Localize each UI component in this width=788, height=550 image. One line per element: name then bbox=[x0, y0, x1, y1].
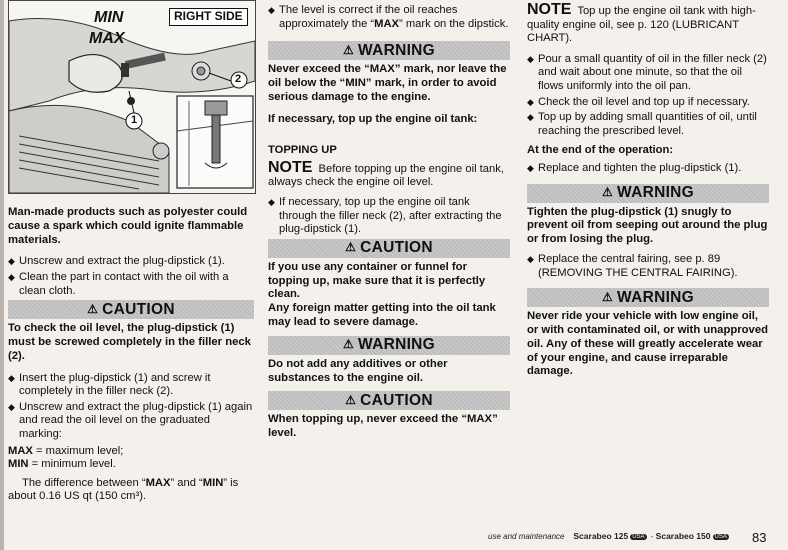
footer-model-1: Scarabeo 125 bbox=[573, 531, 629, 541]
warning-label: WARNING bbox=[617, 288, 695, 306]
warning-triangle-icon: ⚠ bbox=[342, 42, 355, 57]
note-paragraph bbox=[268, 158, 510, 190]
note-word: NOTE bbox=[268, 158, 313, 176]
warning-text: Do not add any additives or other substances to the engine oil. bbox=[268, 357, 448, 384]
max-label: MAX bbox=[89, 30, 125, 47]
column-3 bbox=[527, 0, 769, 379]
caution-text: When topping up, never exceed the “MAX” level. bbox=[268, 413, 498, 440]
list-item: ◆ Replace the central fairing, see p. 89 (REMOVING THE CENTRAL FAIRING). bbox=[527, 253, 769, 280]
page-footer bbox=[488, 531, 731, 541]
note-paragraph bbox=[527, 3, 769, 46]
column-1 bbox=[8, 0, 254, 504]
min-label: MIN bbox=[94, 9, 124, 26]
usa-badge-icon: USA bbox=[714, 534, 727, 540]
list-item: ◆ Unscrew and extract the plug-dipstick (1) again and read the oil level on the graduated marking: bbox=[8, 401, 254, 442]
caution-label: CAUTION bbox=[360, 239, 433, 257]
caution-label: CAUTION bbox=[360, 392, 433, 410]
list-item: ◆ Top up by adding small quantities of oil, until reaching the prescribed level. bbox=[527, 111, 769, 138]
warning-triangle-icon: ⚠ bbox=[87, 301, 99, 316]
warning-banner bbox=[527, 184, 769, 203]
min-definition bbox=[8, 458, 254, 472]
list-item: ◆ If necessary, top up the engine oil tank through the filler neck (2), after extracting the plug-dipstick (1). bbox=[268, 196, 510, 237]
usa-badge-icon: USA bbox=[632, 534, 645, 540]
caution-banner bbox=[268, 239, 510, 258]
diff-max: MAX bbox=[145, 476, 171, 489]
caution-text: If you use any container or funnel for topping up, make sure that it is perfectly clean. bbox=[268, 260, 486, 301]
note-text: Top up the engine oil tank with high-quality engine oil, see p. 120 (LUBRICANT CHART). bbox=[527, 5, 756, 45]
difference-text bbox=[8, 477, 254, 504]
caution-text: Any foreign matter getting into the oil tank may lead to severe damage. bbox=[268, 302, 496, 328]
diff-part: ” is about 0.16 US qt (150 cm³). bbox=[8, 476, 239, 503]
level-text: ” mark on the dipstick. bbox=[399, 17, 509, 30]
caution-text: To check the oil level, the plug-dipstick (1) must be screwed completely in the filler neck (2). bbox=[8, 322, 251, 362]
topping-up-heading: TOPPING UP bbox=[268, 144, 337, 157]
diff-part: The difference between “ bbox=[22, 476, 146, 489]
warning-triangle-icon: ⚠ bbox=[345, 393, 357, 408]
callout-1: 1 bbox=[131, 114, 138, 126]
diff-part: ” and “ bbox=[170, 476, 203, 489]
right-side-label: RIGHT SIDE bbox=[169, 8, 248, 26]
caution-banner bbox=[268, 391, 510, 410]
warning-triangle-icon: ⚠ bbox=[601, 185, 614, 200]
list-item: ◆ Replace and tighten the plug-dipstick (1). bbox=[527, 162, 769, 176]
warning-text: Never exceed the “MAX” mark, nor leave the oil below the “MIN” mark, in order to avoid serious damage to the engine. bbox=[268, 63, 507, 103]
warning-banner bbox=[527, 288, 769, 307]
page-edge bbox=[0, 0, 4, 550]
page-number: 83 bbox=[752, 530, 767, 545]
warning-banner bbox=[268, 336, 510, 355]
footer-model-2: Scarabeo 150 bbox=[655, 531, 711, 541]
footer-separator: - bbox=[648, 532, 656, 541]
polyester-note: Man-made products such as polyester could cause a spark which could ignite flammable materials. bbox=[8, 206, 248, 246]
diff-min: MIN bbox=[202, 476, 224, 489]
warning-triangle-icon: ⚠ bbox=[345, 240, 357, 255]
max-definition bbox=[8, 445, 254, 459]
level-text: The level is correct if the oil reaches approximately the “ bbox=[279, 4, 458, 30]
warning-label: WARNING bbox=[617, 184, 695, 202]
warning-label: WARNING bbox=[358, 41, 436, 59]
list-item: ◆ Unscrew and extract the plug-dipstick (1). bbox=[8, 255, 254, 269]
max-def: = maximum level; bbox=[32, 444, 124, 457]
engine-figure bbox=[8, 0, 256, 194]
if-necessary-text: If necessary, top up the engine oil tank: bbox=[268, 112, 478, 125]
note-word: NOTE bbox=[527, 1, 572, 18]
note-text: Before topping up the engine oil tank, always check the engine oil level. bbox=[268, 162, 504, 189]
engine-illustration bbox=[9, 1, 255, 193]
warning-text: Never ride your vehicle with low engine oil, or with contaminated oil, or with unapproved oil. Any of these will greatly accelerate wear of your engine, and cause irreparable damage. bbox=[527, 310, 769, 378]
caution-banner bbox=[8, 300, 254, 319]
list-item: ◆ Check the oil level and top up if necessary. bbox=[527, 96, 769, 110]
column-2 bbox=[268, 0, 510, 441]
footer-section: use and maintenance bbox=[488, 532, 565, 541]
callout-2: 2 bbox=[235, 73, 242, 85]
list-item bbox=[268, 4, 510, 31]
caution-label: CAUTION bbox=[102, 300, 175, 318]
warning-banner bbox=[268, 41, 510, 60]
warning-label: WARNING bbox=[358, 336, 436, 354]
end-of-operation-heading: At the end of the operation: bbox=[527, 144, 674, 157]
max-term: MAX bbox=[8, 444, 33, 457]
max-mark: MAX bbox=[374, 17, 400, 30]
min-term: MIN bbox=[8, 458, 29, 471]
warning-triangle-icon: ⚠ bbox=[342, 337, 355, 352]
warning-text: Tighten the plug-dipstick (1) snugly to prevent oil from seeping out around the plug or from losing the plug. bbox=[527, 205, 768, 246]
list-item: ◆ Pour a small quantity of oil in the filler neck (2) and wait about one minute, so that the oil flows uniformly into the oil pan. bbox=[527, 53, 769, 94]
warning-triangle-icon: ⚠ bbox=[601, 289, 614, 304]
list-item: ◆ Insert the plug-dipstick (1) and screw it completely in the filler neck (2). bbox=[8, 372, 254, 399]
min-def: = minimum level. bbox=[28, 458, 116, 471]
list-item: ◆ Clean the part in contact with the oil with a clean cloth. bbox=[8, 271, 254, 298]
